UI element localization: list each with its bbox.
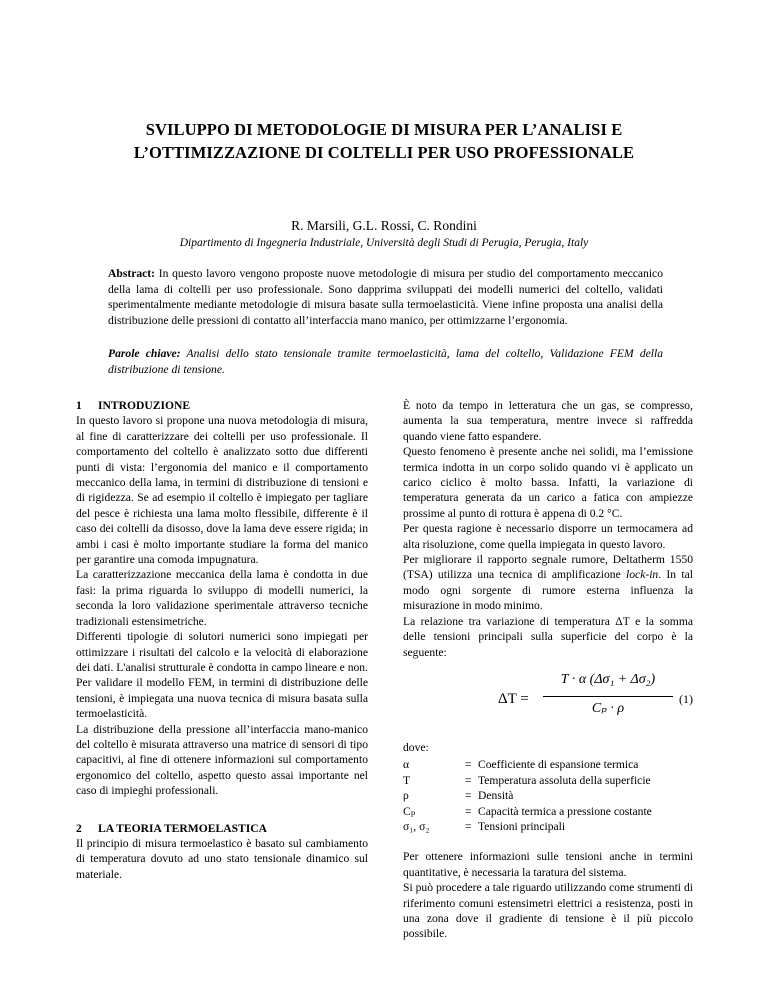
definition-sym: ρ [403, 789, 409, 803]
keywords-text: Analisi dello stato tensionale tramite termoelasticità, lama del coltello, Validazione FEM della distribuzione di tensione. [108, 347, 664, 376]
definition-eq: = [465, 773, 472, 787]
equation-lhs: ΔT = [498, 690, 529, 707]
fraction-bar [543, 696, 673, 697]
definition-sym: α [403, 758, 410, 772]
paragraph: Questo fenomeno è presente anche nei solidi, ma l’emissione termica indotta in un corpo solido quando vi è applicato un carico ciclico è molto bassa. Infatti, la variazione di temperatura generata da un carico a fatica con ampiezze prossime al punto di rottura è appena di 0.2 °C. [403, 445, 693, 520]
definition-row [403, 804, 652, 819]
paragraph: Per questa ragione è necessario disporre un termocamera ad alta risoluzione, come quella impiegata in questo lavoro. [403, 522, 693, 551]
dove-label: dove: [403, 740, 429, 754]
left-column [76, 398, 368, 882]
paragraph [403, 552, 693, 614]
paper-title: SVILUPPO DI METODOLOGIE DI MISURA PER L’ANALISI E L’OTTIMIZZAZIONE DI COLTELLI PER USO PROFESSIONALE [133, 120, 635, 162]
abstract-text: In questo lavoro vengono proposte nuove metodologie di misura per studio del comportamento meccanico della lama di coltelli per uso professionale. Sono dapprima sviluppati dei modelli numerici del coltello, validati sperimentalmente mediante metodologie di misura basate sulla termoelasticità. Viene infine proposta una analisi della distribuzione delle pressioni di contatto all’interfaccia mano manico, per ottimizzarne l’ergonomia. [108, 267, 663, 327]
definition-desc: Coefficiente di espansione termica [478, 758, 639, 772]
definition-sym: Cₚ [403, 804, 416, 818]
definition-desc: Capacità termica a pressione costante [478, 804, 652, 818]
section-2-heading [76, 821, 368, 836]
section-1-number: 1 [76, 399, 82, 412]
paragraph: La relazione tra variazione di temperatura ΔT e la somma delle tensioni principali sulla superficie del corpo è la seguente: [403, 614, 693, 659]
keywords [108, 346, 663, 377]
equation-numerator: T · α (Δσ₁ + Δσ₂) [560, 671, 656, 687]
paragraph: In questo lavoro si propone una nuova metodologia di misura, al fine di caratterizzare dei coltelli per uso professionale. Il comportamento del coltello è analizzato sotto due differenti punti di vista: l’ergonomia del manico e il comportamento meccanico della lama, in termini di distribuzione di tensioni e di rigidezza. Se ad esempio il coltello è impiegato per tagliare del pesce è richiesta una lama molto flessibile, differente è il caso dei coltelli da disosso, dove la lama deve essere rigida; in ambi i casi è molto importante studiare la forma del manico per garantire una comoda impugnatura. [76, 414, 368, 567]
equation-denominator: Cₚ · ρ [591, 700, 625, 716]
definition-desc: Tensioni principali [478, 819, 566, 833]
definition-sym: T [403, 773, 411, 787]
section-2-number: 2 [76, 821, 82, 835]
section-1-title: INTRODUZIONE [98, 399, 191, 412]
equation-number: (1) [679, 691, 693, 706]
paper-affiliation: Dipartimento di Ingegneria Industriale, Università degli Studi di Perugia, Perugia, Italy [179, 237, 589, 249]
definition-row [403, 788, 652, 803]
definition-row [403, 773, 652, 788]
paragraph: La distribuzione della pressione all’interfaccia mano-manico del coltello è misurata attraverso una matrice di sensori di tipo capacitivi, al fine di ottenere informazioni sul comportamento ergonomico del coltello, aspetto questo assai importante nel caso di impieghi professionali. [76, 722, 368, 798]
paragraph: Si può procedere a tale riguardo utilizzando come strumenti di riferimento comuni estensimetri elettrici a resistenza, posti in una zona dove il gradiente di tensione è il più piccolo possibile. [403, 881, 693, 941]
paragraph: Differenti tipologie di solutori numerici sono impiegati per ottimizzare i risultati del calcolo e la velocità di elaborazione dei dati. L'analisi strutturale è condotta in campo lineare e non. Per validare il modello FEM, in termini di distribuzione delle tensioni, è impiegata una nuova tecnica di misura basata sulla termoelasticità. [76, 630, 368, 721]
definition-sym: σ₁, σ₂ [403, 819, 430, 833]
definition-desc: Temperatura assoluta della superficie [478, 773, 651, 787]
definition-eq: = [465, 758, 472, 772]
section-1-heading [76, 398, 368, 413]
lock-in-term: lock-in [626, 568, 659, 582]
text-run: . In tal modo ogni sorgente di rumore esterna influenza la misurazione in modo minimo. [403, 568, 693, 613]
equation-1 [403, 670, 693, 740]
section-2-title: LA TEORIA TERMOELASTICA [98, 821, 268, 835]
keywords-label: Parole chiave: [108, 347, 181, 360]
definition-desc: Densità [478, 789, 514, 803]
paragraph: È noto da tempo in letteratura che un gas, se compresso, aumenta la sua temperatura, mentre invece si raffredda quando viene fatto espandere. [403, 399, 693, 443]
abstract [108, 266, 663, 328]
definition-row [403, 819, 652, 834]
definition-row [403, 757, 652, 772]
definition-eq: = [465, 819, 472, 833]
definition-eq: = [465, 804, 472, 818]
paragraph: La caratterizzazione meccanica della lama è condotta in due fasi: la prima riguarda lo sviluppo di modelli numerici, la seconda la loro validazione sperimentale attraverso tecniche tradizionali estensimetriche. [76, 568, 368, 628]
text-run: Per migliorare il rapporto segnale rumore, Deltatherm 1550 (TSA) utilizza una tecnica di amplificazione [403, 553, 693, 582]
paragraph: Per ottenere informazioni sulle tensioni anche in termini quantitative, è necessaria la taratura del sistema. [403, 850, 693, 879]
abstract-label: Abstract: [108, 267, 156, 280]
definition-eq: = [465, 789, 472, 803]
equation-fraction [543, 672, 673, 716]
paper-authors: R. Marsili, G.L. Rossi, C. Rondini [291, 218, 477, 233]
paragraph: Il principio di misura termoelastico è basato sul cambiamento di temperatura dovuto ad uno stato tensionale dinamico sul materiale. [76, 836, 368, 881]
right-column [403, 398, 693, 942]
symbol-definitions [403, 757, 652, 834]
